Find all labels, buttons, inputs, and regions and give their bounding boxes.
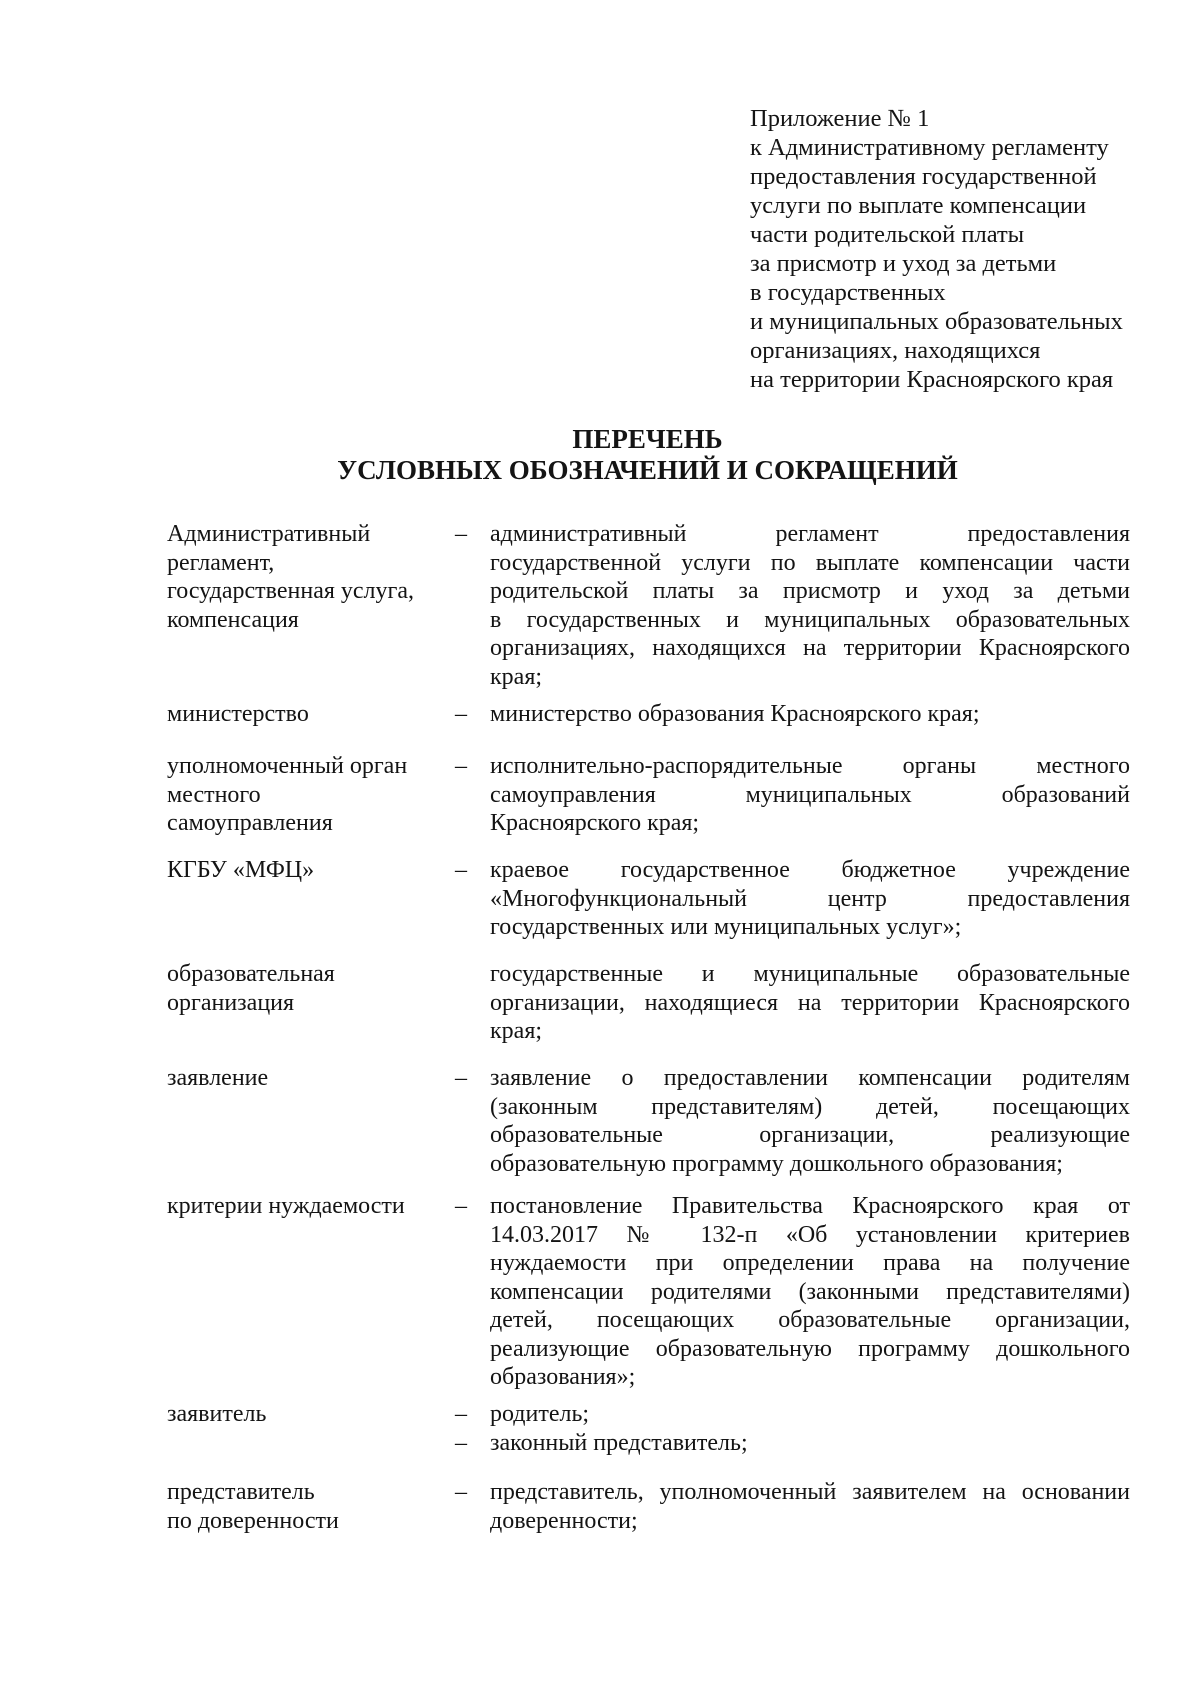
definition-term bbox=[167, 856, 437, 885]
definition-dash: – bbox=[455, 1193, 467, 1219]
appendix-header bbox=[750, 104, 1170, 394]
definition-text bbox=[490, 520, 1130, 691]
definition-line: компенсации родителями (законными представителями) bbox=[490, 1278, 1130, 1305]
term-line: по доверенности bbox=[167, 1507, 339, 1534]
definition-line: законный представитель; bbox=[490, 1429, 748, 1456]
term-line: самоуправления bbox=[167, 810, 333, 836]
term-line: министерство bbox=[167, 701, 309, 727]
definition-line: нуждаемости при определении права на получение bbox=[490, 1250, 1130, 1276]
definition-text bbox=[490, 700, 1130, 729]
title-line-1: ПЕРЕЧЕНЬ bbox=[572, 424, 723, 454]
appendix-line: в государственных bbox=[750, 279, 946, 306]
definition-line: Красноярского края; bbox=[490, 810, 700, 836]
definition-term bbox=[167, 752, 437, 838]
term-line: государственная услуга, bbox=[167, 578, 415, 604]
definition-dash: – bbox=[455, 857, 467, 883]
definition-line: в государственных и муниципальных образовательных bbox=[490, 606, 1130, 633]
term-line: компенсация bbox=[167, 606, 299, 633]
definition-dash: – bbox=[455, 753, 467, 779]
term-line: регламент, bbox=[167, 549, 275, 576]
definition-line: края; bbox=[490, 1018, 543, 1044]
term-line: представитель bbox=[167, 1479, 315, 1505]
definition-line: заявление о предоставлении компенсации родителям bbox=[490, 1065, 1130, 1091]
definition-line: организации, находящиеся на территории Красноярского bbox=[490, 989, 1130, 1016]
definition-term bbox=[167, 1064, 437, 1093]
appendix-line: предоставления государственной bbox=[750, 163, 1097, 190]
definition-text bbox=[490, 1192, 1130, 1392]
definition-line: административный регламент предоставления bbox=[490, 521, 1130, 547]
definition-line: представитель, уполномоченный заявителем на основании bbox=[490, 1479, 1130, 1505]
document-title bbox=[0, 424, 1200, 486]
appendix-line: Приложение № 1 bbox=[750, 105, 930, 132]
definition-term bbox=[167, 700, 437, 729]
definition-line: государственной услуги по выплате компенсации части bbox=[490, 549, 1130, 576]
definition-line: родительской платы за присмотр и уход за детьми bbox=[490, 578, 1130, 604]
definition-term bbox=[167, 1478, 437, 1535]
definition-term bbox=[167, 960, 437, 1017]
definition-line: края; bbox=[490, 663, 543, 690]
definition-line: (законным представителям) детей, посещающих bbox=[490, 1093, 1130, 1120]
appendix-line: за присмотр и уход за детьми bbox=[750, 250, 1057, 277]
definition-dash: – bbox=[455, 1401, 467, 1427]
definition-line: образования»; bbox=[490, 1364, 636, 1390]
term-line: КГБУ «МФЦ» bbox=[167, 857, 315, 883]
term-line: местного bbox=[167, 781, 261, 808]
definition-line: государственных или муниципальных услуг»; bbox=[490, 914, 962, 940]
appendix-line: части родительской платы bbox=[750, 221, 1025, 248]
definition-line: образовательные организации, реализующие bbox=[490, 1122, 1130, 1148]
appendix-line: организациях, находящихся bbox=[750, 337, 1041, 364]
appendix-line: услуги по выплате компенсации bbox=[750, 192, 1087, 219]
definition-dash: – bbox=[455, 1429, 467, 1456]
definition-line: родитель; bbox=[490, 1401, 590, 1427]
definition-dash: – bbox=[455, 701, 467, 727]
definition-text bbox=[490, 960, 1130, 1046]
definition-term bbox=[167, 1192, 437, 1221]
definition-line: 14.03.2017 № 132-п «Об установлении критериев bbox=[490, 1221, 1130, 1248]
definition-term bbox=[167, 1400, 437, 1429]
definition-text bbox=[490, 752, 1130, 838]
definition-text bbox=[490, 1064, 1130, 1178]
definition-line: образовательную программу дошкольного образования; bbox=[490, 1150, 1063, 1177]
term-line: Административный bbox=[167, 521, 371, 547]
definition-line: реализующие образовательную программу дошкольного bbox=[490, 1335, 1130, 1362]
term-line: образовательная bbox=[167, 961, 335, 987]
term-line: организация bbox=[167, 989, 295, 1016]
definition-dash: – bbox=[455, 521, 467, 547]
term-line: заявление bbox=[167, 1065, 269, 1091]
term-line: критерии нуждаемости bbox=[167, 1193, 405, 1219]
appendix-line: на территории Красноярского края bbox=[750, 366, 1114, 393]
definition-dash: – bbox=[455, 1065, 467, 1091]
definition-line: «Многофункциональный центр предоставления bbox=[490, 885, 1130, 912]
term-line: уполномоченный орган bbox=[167, 753, 408, 779]
definition-line: доверенности; bbox=[490, 1507, 638, 1534]
definition-line: организациях, находящихся на территории Красноярского bbox=[490, 635, 1130, 661]
definition-line: государственные и муниципальные образовательные bbox=[490, 961, 1130, 987]
term-line: заявитель bbox=[167, 1401, 267, 1427]
definition-line: постановление Правительства Красноярского края от bbox=[490, 1193, 1130, 1219]
definition-line: краевое государственное бюджетное учреждение bbox=[490, 857, 1130, 883]
definition-text bbox=[490, 856, 1130, 942]
appendix-line: и муниципальных образовательных bbox=[750, 308, 1123, 335]
definition-line: самоуправления муниципальных образований bbox=[490, 781, 1130, 808]
definition-line: исполнительно-распорядительные органы местного bbox=[490, 753, 1130, 779]
appendix-line: к Административному регламенту bbox=[750, 134, 1109, 161]
title-line-2: УСЛОВНЫХ ОБОЗНАЧЕНИЙ И СОКРАЩЕНИЙ bbox=[337, 455, 958, 485]
definition-line: детей, посещающих образовательные организации, bbox=[490, 1307, 1130, 1333]
definition-text bbox=[490, 1478, 1130, 1535]
definition-term bbox=[167, 520, 437, 634]
definition-dash: – bbox=[455, 1479, 467, 1505]
definition-text bbox=[490, 1400, 1130, 1457]
definition-line: министерство образования Красноярского края; bbox=[490, 701, 980, 727]
